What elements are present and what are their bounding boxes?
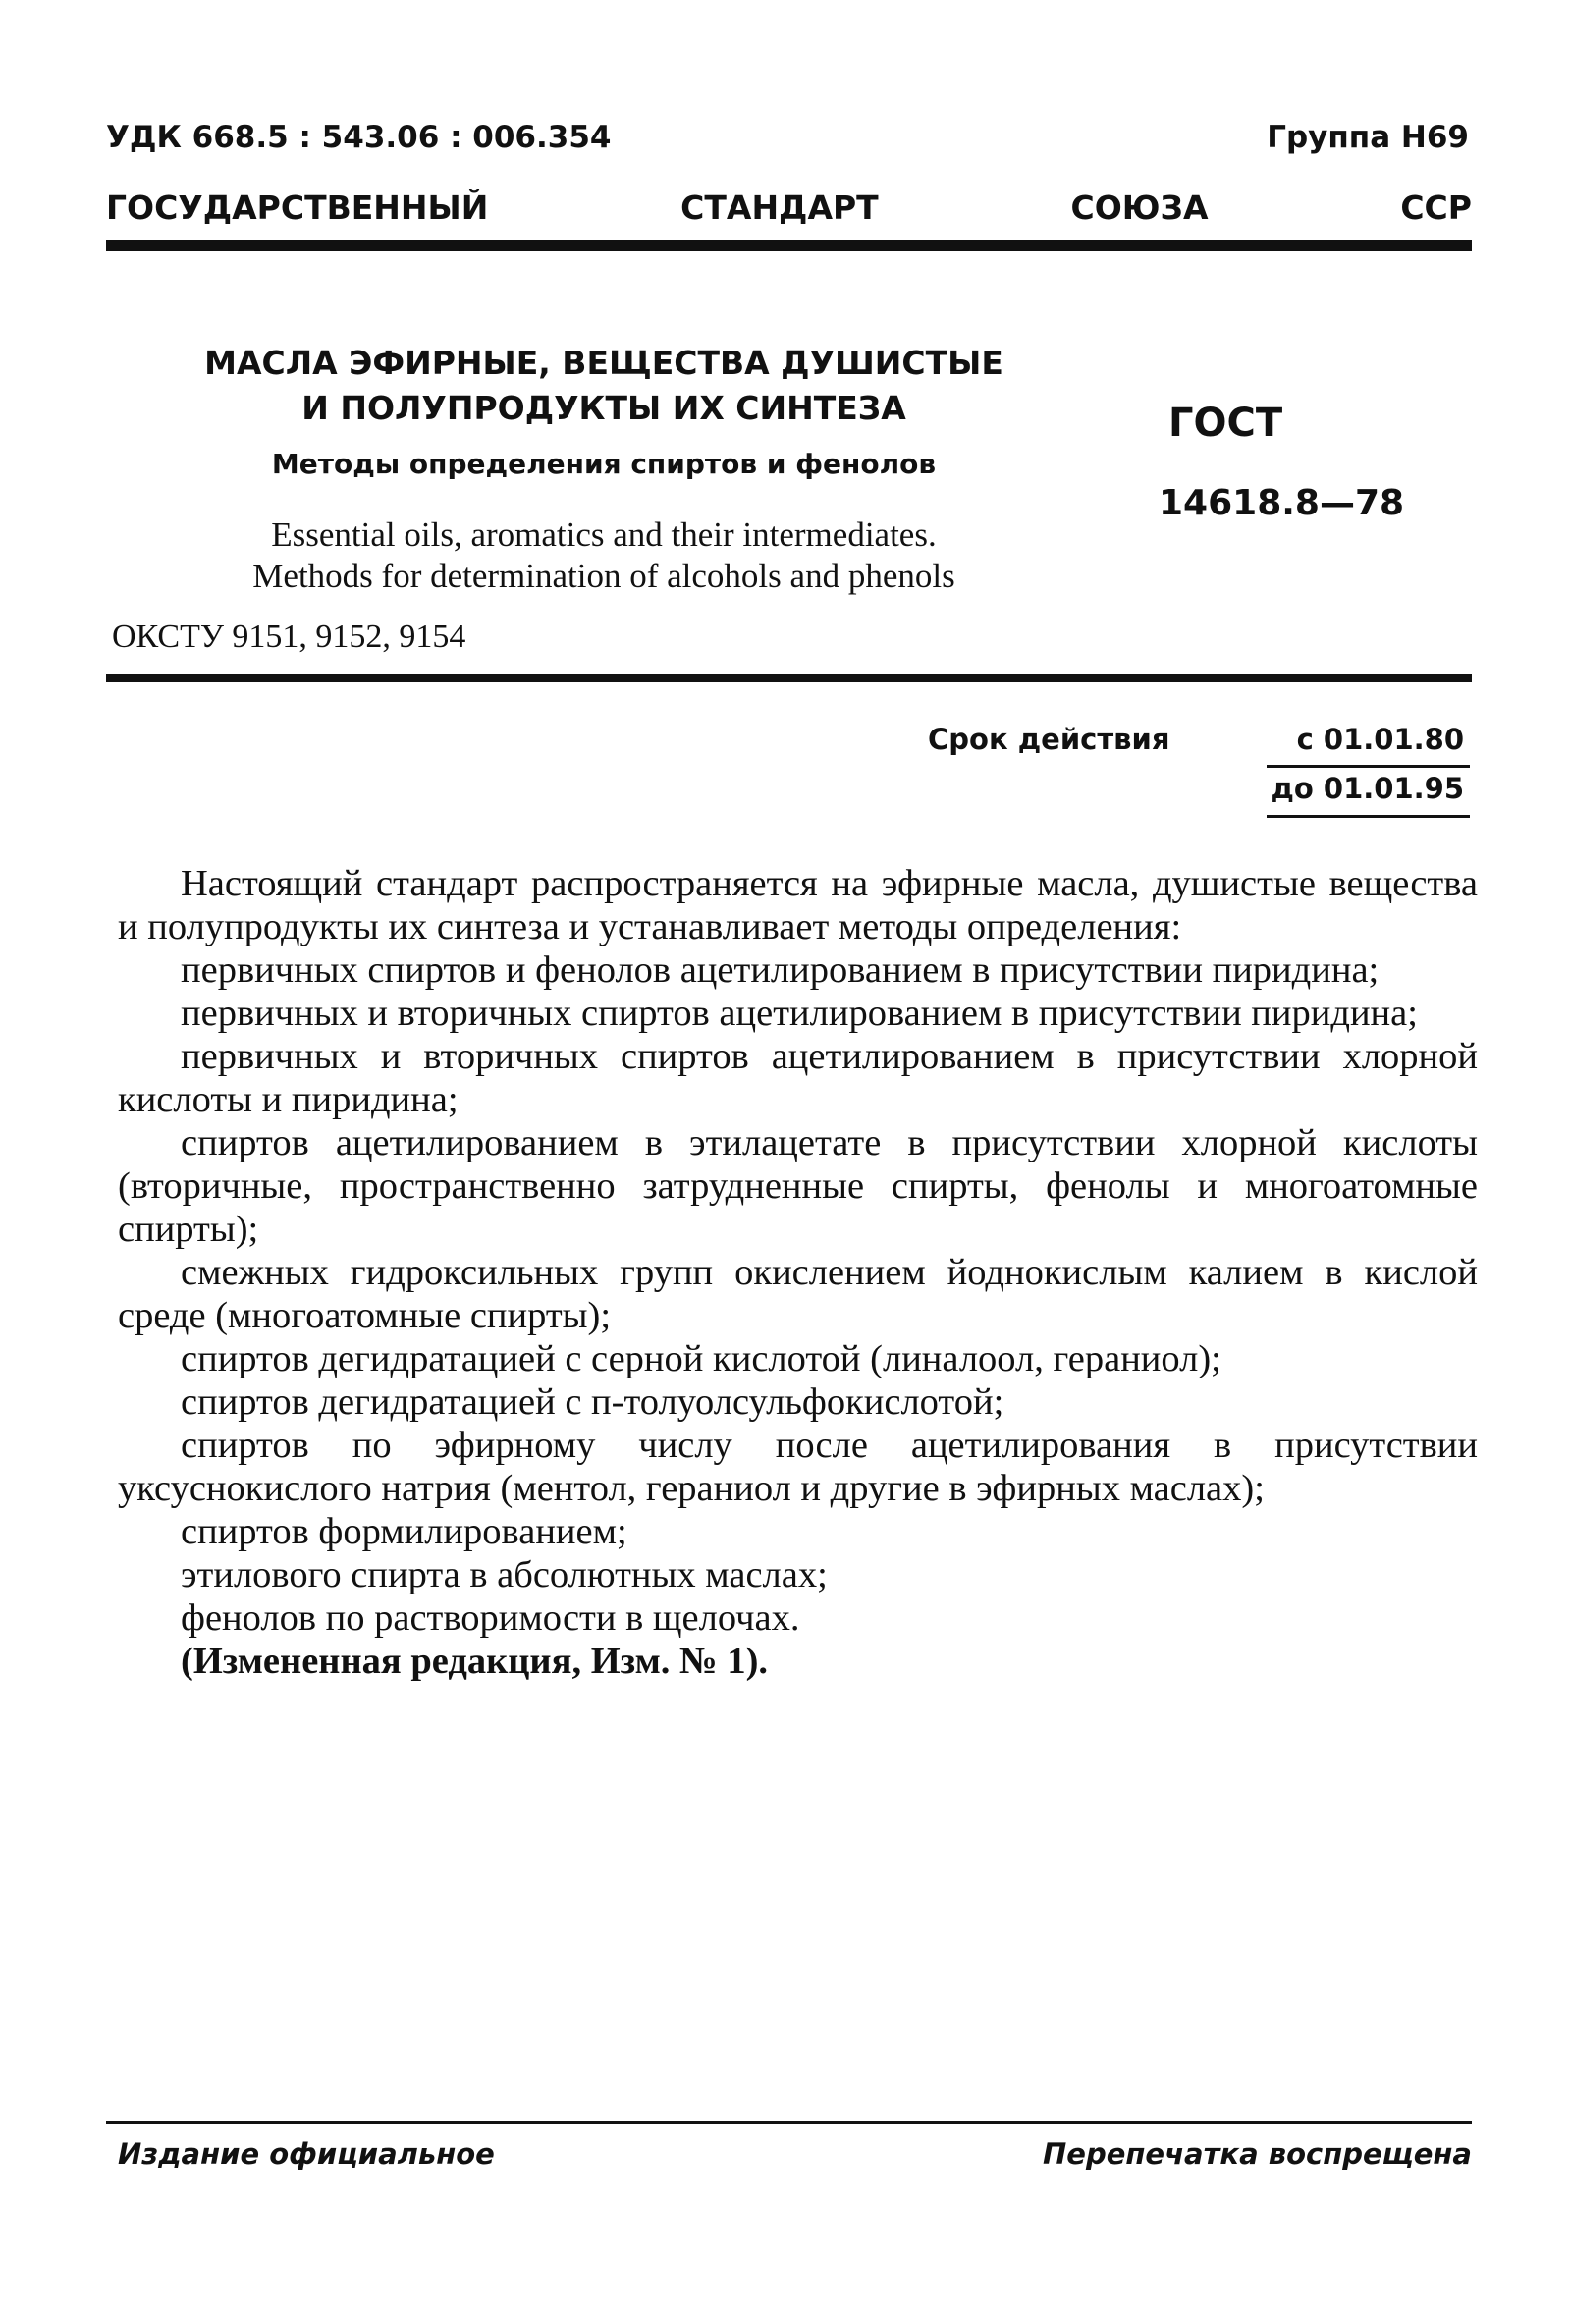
footer-official-edition: Издание официальное bbox=[118, 2137, 495, 2171]
method-item-11: фенолов по растворимости в щелочах. bbox=[181, 1597, 800, 1639]
method-item-7: спиртов дегидратацией с п-толуолсульфокислотой; bbox=[181, 1381, 1004, 1423]
okstu-codes: ОКСТУ 9151, 9152, 9154 bbox=[112, 619, 466, 655]
subtitle: Методы определения спиртов и фенолов bbox=[271, 448, 937, 480]
method-item-1: первичных спиртов и фенолов ацетилированием в присутствии пиридина; bbox=[181, 949, 1380, 991]
method-item-6: спиртов дегидратацией с серной кислотой (линалоол, гераниол); bbox=[181, 1338, 1221, 1379]
state-word-3: СОЮЗА bbox=[1070, 189, 1209, 227]
body-text bbox=[118, 862, 1478, 1683]
validity-to: до 01.01.95 bbox=[1271, 772, 1464, 805]
title-line-2: И ПОЛУПРОДУКТЫ ИХ СИНТЕЗА bbox=[301, 389, 906, 427]
method-item-4: спиртов ацетилированием в этилацетате в присутствии хлорной кислоты (вторичные, пространственно затрудненные спирты, фенолы и многоатомные спирты); bbox=[118, 1122, 1478, 1250]
state-standard-heading bbox=[106, 189, 1472, 227]
method-item-10: этилового спирта в абсолютных маслах; bbox=[181, 1554, 828, 1595]
title-divider bbox=[106, 674, 1472, 682]
footer-reprint-prohibited: Перепечатка воспрещена bbox=[1043, 2137, 1472, 2171]
header-divider bbox=[106, 240, 1472, 251]
method-item-8: спиртов по эфирному числу после ацетилирования в присутствии уксуснокислого натрия (ментол, гераниол и другие в эфирных маслах); bbox=[118, 1425, 1478, 1509]
english-title bbox=[147, 514, 1060, 597]
method-item-9: спиртов формилированием; bbox=[181, 1511, 627, 1552]
method-item-2: первичных и вторичных спиртов ацетилированием в присутствии пиридина; bbox=[181, 993, 1418, 1034]
state-word-4: ССР bbox=[1400, 189, 1472, 227]
state-word-2: СТАНДАРТ bbox=[680, 189, 879, 227]
method-item-3: первичных и вторичных спиртов ацетилированием в присутствии хлорной кислоты и пиридина; bbox=[118, 1036, 1478, 1120]
gost-label: ГОСТ bbox=[1168, 401, 1283, 446]
footer-divider bbox=[106, 2121, 1472, 2124]
validity-label: Срок действия bbox=[928, 723, 1170, 756]
validity-rule bbox=[1267, 765, 1470, 768]
validity-rule-bottom bbox=[1267, 815, 1470, 818]
gost-number: 14618.8—78 bbox=[1159, 483, 1405, 523]
validity-from: с 01.01.80 bbox=[1296, 723, 1464, 756]
group-code: Группа Н69 bbox=[1267, 120, 1469, 155]
udk-code: УДК 668.5 : 543.06 : 006.354 bbox=[106, 120, 612, 155]
state-word-1: ГОСУДАРСТВЕННЫЙ bbox=[106, 189, 489, 227]
method-item-5: смежных гидроксильных групп окислением йоднокислым калием в кислой среде (многоатомные спирты); bbox=[118, 1252, 1478, 1336]
english-title-line-1: Essential oils, aromatics and their intermediates. bbox=[271, 515, 937, 554]
title-line-1: МАСЛА ЭФИРНЫЕ, ВЕЩЕСТВА ДУШИСТЫЕ bbox=[204, 344, 1003, 382]
amendment-note: (Измененная редакция, Изм. № 1). bbox=[181, 1641, 769, 1682]
intro-paragraph: Настоящий стандарт распространяется на эфирные масла, душистые вещества и полупродукты их синтеза и устанавливает методы определения: bbox=[118, 863, 1478, 947]
english-title-line-2: Methods for determination of alcohols and phenols bbox=[252, 557, 955, 595]
